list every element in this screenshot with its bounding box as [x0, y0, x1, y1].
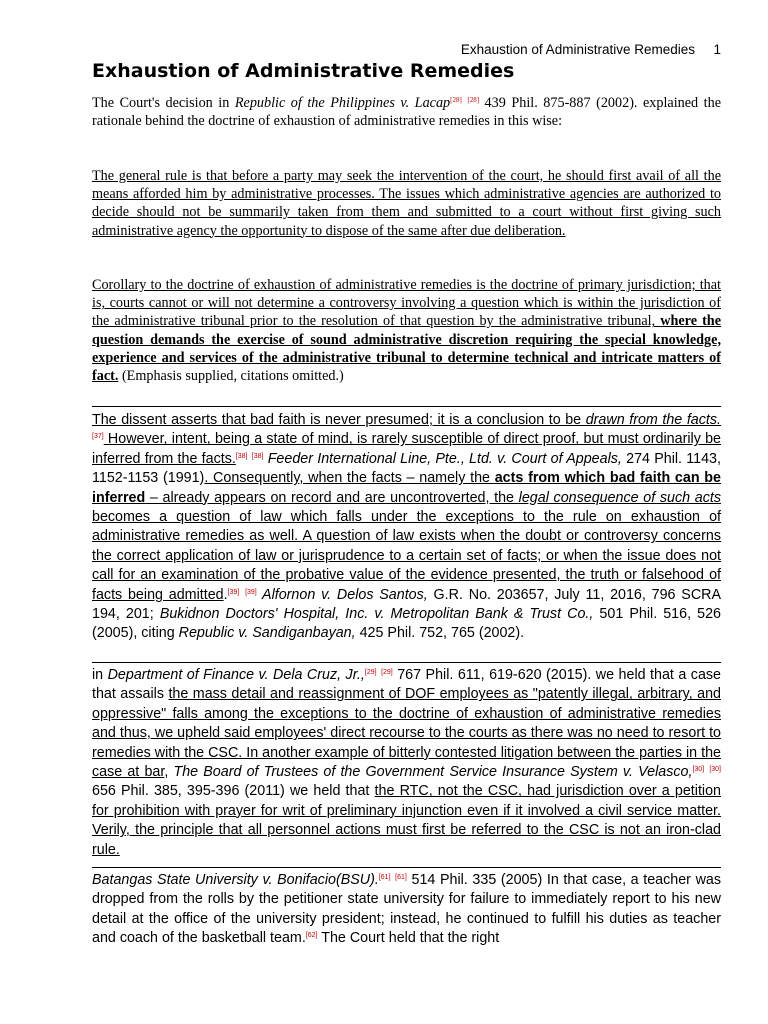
footnote-ref[interactable]: [38]: [251, 452, 264, 460]
finance-text: 656 Phil. 385, 395-396 (2011) we held that: [92, 783, 375, 800]
dissent-text: . Consequently, when the facts – namely the: [204, 470, 495, 487]
footnote-ref[interactable]: [39]: [227, 588, 240, 596]
section-divider: [92, 406, 721, 407]
page-number: 1: [713, 42, 721, 57]
emphasis-note: (Emphasis supplied, citations omitted.): [118, 368, 344, 385]
footnote-ref[interactable]: [28]: [467, 96, 480, 104]
emphasized-text: acts from which bad faith can be inferred: [92, 470, 721, 506]
citation-text: 274 Phil. 1143, 1152-1153 (1991): [92, 450, 721, 487]
dissent-text: However, intent, being a state of mind, is rarely susceptible of direct proof, but must ordinarily be inferred from the facts.: [92, 431, 721, 467]
footnote-ref[interactable]: [38]: [235, 452, 248, 460]
running-title: Exhaustion of Administrative Remedies: [460, 42, 695, 57]
case-citation: The Board of Trustees of the Government Service Insurance System v. Velasco,: [173, 764, 693, 781]
batangas-text: The Court held that the right: [317, 930, 500, 947]
batangas-text: 514 Phil. 335 (2005) In that case, a teacher was dropped from the rolls by the petitioner state university for failure to immediately report to his new detail at the office of the university president; instead, he continued to fulfill his duties as teacher and coach of the basketball team.: [92, 872, 721, 947]
running-header: [92, 42, 721, 57]
citation-text: 425 Phil. 752, 765 (2002).: [355, 625, 525, 642]
section-divider: [92, 867, 721, 868]
citation-text: 501 Phil. 516, 526 (2005), citing: [92, 606, 721, 642]
batangas-paragraph: [92, 871, 721, 949]
finance-text: ,: [164, 764, 174, 781]
case-citation: Bukidnon Doctors' Hospital, Inc. v. Metropolitan Bank & Trust Co.,: [159, 606, 594, 623]
footnote-ref[interactable]: [30]: [709, 766, 721, 774]
footnote-ref[interactable]: [61]: [395, 874, 407, 881]
footnote-ref[interactable]: [28]: [450, 96, 462, 104]
footnote-ref[interactable]: [37]: [92, 433, 104, 441]
dissent-text: legal consequence of such acts: [518, 489, 721, 506]
dissent-paragraph: [92, 411, 721, 644]
emphasized-text: where the question demands the exercise of sound administrative discretion requiring the special knowledge, experience and services of the administrative tribunal to determine technical and intricate matters of fact.: [92, 313, 721, 385]
finance-text: in: [92, 667, 108, 683]
quote-text: Corollary to the doctrine of exhaustion of administrative remedies is the doctrine of primary jurisdiction; that is, courts cannot or will not determine a controversy involving a question which is within the jurisdiction of the administrative tribunal prior to the resolution of that question by the administrative tribunal,: [92, 277, 721, 330]
quote-primary-jurisdiction: [92, 276, 721, 385]
quote-text: The general rule is that before a party may seek the intervention of the court, he should first avail of all the means afforded him by administrative processes. The issues which administrative agencies are authorized to decide should not be summarily taken from them and submitted to a court without first giving such administrative agency the opportunity to dispose of the same after due deliberation.: [92, 168, 721, 239]
citation-text: G.R. No. 203657, July 11, 2016, 796 SCRA 194, 201;: [92, 586, 722, 623]
finance-text: the RTC, not the CSC, had jurisdiction over a petition for prohibition with prayer for writ of preliminary injunction even if it involved a civil service matter. Verily, the principle that all personnel actions must first be referred to the CSC is not an iron-clad rule.: [92, 783, 721, 858]
intro-paragraph: [92, 94, 721, 130]
finance-text: 767 Phil. 611, 619-620 (2015). we held that a case that assails: [92, 667, 721, 703]
footnote-ref[interactable]: [29]: [364, 669, 377, 676]
section-divider: [92, 662, 721, 663]
case-citation: Feeder International Line, Pte., Ltd. v. Court of Appeals,: [263, 450, 622, 467]
footnote-ref[interactable]: [29]: [381, 669, 393, 676]
dissent-text: .: [223, 586, 228, 603]
case-citation: Republic of the Philippines v. Lacap: [234, 95, 451, 111]
dissent-text: drawn from the facts.: [585, 412, 721, 428]
case-citation: Republic v. Sandiganbayan,: [178, 625, 356, 642]
case-citation: Batangas State University v. Bonifacio(BSU).: [92, 872, 379, 888]
footnote-ref[interactable]: [62]: [305, 932, 318, 940]
intro-text: 439 Phil. 875-887 (2002). explained the rationale behind the doctrine of exhaustion of administrative remedies in this wise:: [92, 95, 721, 130]
quote-general-rule: [92, 167, 721, 240]
page-title: Exhaustion of Administrative Remedies: [92, 60, 515, 82]
finance-text: the mass detail and reassignment of DOF employees as "patently illegal, arbitrary, and oppressive" falls among the exceptions to the doctrine of exhaustion of administrative remedies and thus, we upheld said employees' direct recourse to the courts as there was no need to resort to remedies with the CSC. In another example of bitterly contested litigation between the parties in the case at bar: [92, 686, 721, 781]
dissent-text: The dissent asserts that bad faith is never presumed; it is a conclusion to be: [92, 412, 586, 428]
finance-paragraph: [92, 666, 721, 860]
case-citation: Department of Finance v. Dela Cruz, Jr.,: [107, 667, 365, 683]
footnote-ref[interactable]: [30]: [692, 766, 705, 774]
case-citation: Alfornon v. Delos Santos,: [256, 586, 428, 603]
footnote-ref[interactable]: [39]: [245, 588, 257, 596]
footnote-ref[interactable]: [61]: [378, 874, 391, 881]
dissent-text: – already appears on record and are uncontroverted, the: [145, 489, 519, 506]
intro-text: The Court's decision in: [92, 95, 235, 111]
dissent-text: becomes a question of law which falls under the exceptions to the rule on exhaustion of administrative remedies as well. A question of law exists when the doubt or controversy concerns the correct application of law or jurisprudence to a certain set of facts; or when the issue does not call for an examination of the probative value of the evidence presented, the truth or falsehood of facts being admitted: [92, 509, 721, 603]
